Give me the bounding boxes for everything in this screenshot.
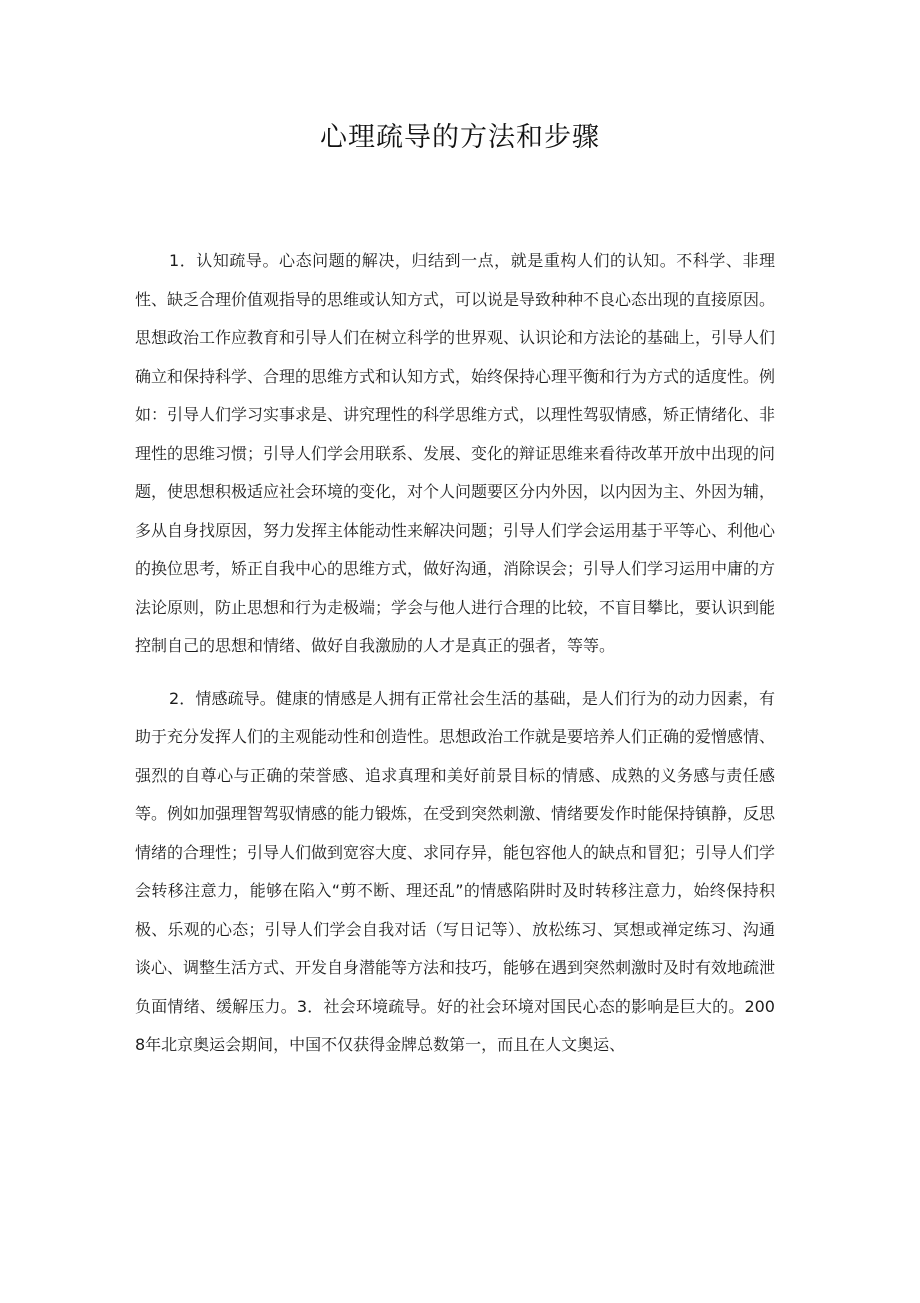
paragraph-cognitive-guidance xyxy=(135,242,775,666)
paragraph-text: 1．认知疏导。心态问题的解决，归结到一点，就是重构人们的认知。不科学、非理性、缺乏合理价值观指导的思维或认知方式，可以说是导致种种不良心态出现的直接原因。思想政治工作应教育和引导人们在树立科学的世界观、认识论和方法论的基础上，引导人们确立和保持科学、合理的思维方式和认知方式，始终保持心理平衡和行为方式的适度性。例如：引导人们学习实事求是、讲究理性的科学思维方式，以理性驾驭情感，矫正情绪化、非理性的思维习惯；引导人们学会用联系、发展、变化的辩证思维来看待改革开放中出现的问题，使思想积极适应社会环境的变化，对个人问题要区分内外因，以内因为主、外因为辅，多从自身找原因，努力发挥主体能动性来解决问题；引导人们学会运用基于平等心、利他心的换位思考，矫正自我中心的思维方式，做好沟通，消除误会；引导人们学习运用中庸的方法论原则，防止思想和行为走极端；学会与他人进行合理的比较，不盲目攀比，要认识到能控制自己的思想和情绪、做好自我激励的人才是真正的强者，等等。 xyxy=(135,251,776,655)
paragraph-text: 2．情感疏导。健康的情感是人拥有正常社会生活的基础，是人们行为的动力因素，有助于充分发挥人们的主观能动性和创造性。思想政治工作就是要培养人们正确的爱憎感情、强烈的自尊心与正确的荣誉感、追求真理和美好前景目标的情感、成熟的义务感与责任感等。例如加强理智驾驭情感的能力锻炼，在受到突然刺激、情绪要发作时能保持镇静，反思情绪的合理性；引导人们做到宽容大度、求同存异，能包容他人的缺点和冒犯；引导人们学会转移注意力，能够在陷入“剪不断、理还乱”的情感陷阱时及时转移注意力，始终保持积极、乐观的心态；引导人们学会自我对话（写日记等）、放松练习、冥想或禅定练习、沟通谈心、调整生活方式、开发自身潜能等方法和技巧，能够在遇到突然刺激时及时有效地疏泄负面情绪、缓解压力。3．社会环境疏导。好的社会环境对国民心态的影响是巨大的。2008年北京奥运会期间，中国不仅获得金牌总数第一，而且在人文奥运、 xyxy=(135,688,776,1054)
document-title: 心理疏导的方法和步骤 xyxy=(320,122,600,153)
paragraph-emotional-guidance xyxy=(135,680,775,1065)
document-body xyxy=(135,242,775,1065)
